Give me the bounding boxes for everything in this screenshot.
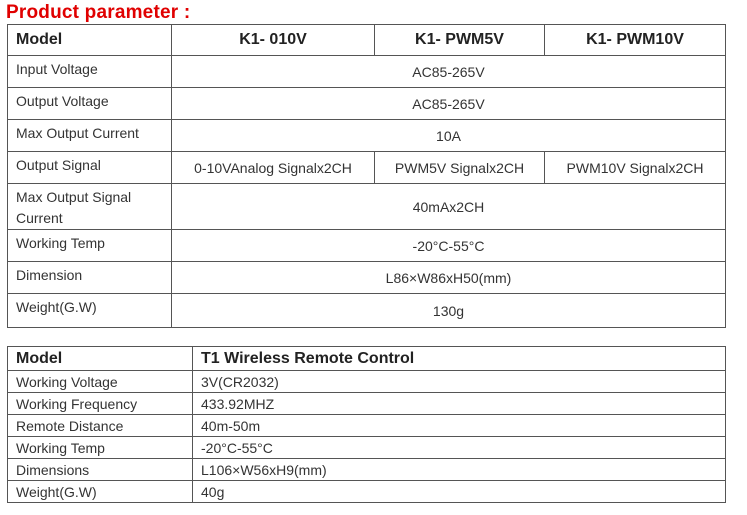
table-row [8, 230, 726, 262]
table-row [8, 437, 726, 459]
table-row [8, 459, 726, 481]
page-title: Product parameter : [6, 2, 191, 23]
table-row [8, 481, 726, 503]
row-value: AC85-265V [172, 88, 726, 120]
row-value: 40mAx2CH [172, 184, 726, 230]
row-value: L86×W86xH50(mm) [172, 262, 726, 294]
row-value: 0-10VAnalog Signalx2CH [172, 152, 375, 184]
row-value: 130g [172, 294, 726, 328]
table-header-row [8, 347, 726, 371]
product-parameter-table [7, 24, 726, 328]
row-value: -20°C-55°C [172, 230, 726, 262]
header-model-1: K1- 010V [172, 25, 375, 56]
table-row [8, 294, 726, 328]
row-value: 10A [172, 120, 726, 152]
row-label: Dimension [8, 262, 172, 294]
row-label: Working Temp [8, 437, 193, 459]
table-header-row [8, 25, 726, 56]
row-label: Output Voltage [8, 88, 172, 120]
row-label: Max Output Current [8, 120, 172, 152]
row-value: L106×W56xH9(mm) [193, 459, 726, 481]
table-row [8, 120, 726, 152]
table-row [8, 262, 726, 294]
row-value: PWM5V Signalx2CH [375, 152, 545, 184]
row-label: Working Voltage [8, 371, 193, 393]
header-model: Model [8, 25, 172, 56]
row-label: Output Signal [8, 152, 172, 184]
row-label: Input Voltage [8, 56, 172, 88]
table-row [8, 415, 726, 437]
header-model-3: K1- PWM10V [545, 25, 726, 56]
header-model: Model [8, 347, 193, 371]
row-label: Working Frequency [8, 393, 193, 415]
row-label: Weight(G.W) [8, 294, 172, 328]
row-value: PWM10V Signalx2CH [545, 152, 726, 184]
table-row [8, 56, 726, 88]
remote-control-table [7, 346, 726, 503]
row-value: 3V(CR2032) [193, 371, 726, 393]
row-value: 433.92MHZ [193, 393, 726, 415]
table-row [8, 88, 726, 120]
row-value: 40g [193, 481, 726, 503]
table-row [8, 152, 726, 184]
row-label: Max Output Signal Current [8, 184, 172, 230]
row-label: Dimensions [8, 459, 193, 481]
row-label: Working Temp [8, 230, 172, 262]
row-value: AC85-265V [172, 56, 726, 88]
row-value: -20°C-55°C [193, 437, 726, 459]
row-label: Weight(G.W) [8, 481, 193, 503]
row-label: Remote Distance [8, 415, 193, 437]
table-row [8, 393, 726, 415]
row-value: 40m-50m [193, 415, 726, 437]
table-row [8, 371, 726, 393]
header-model-2: K1- PWM5V [375, 25, 545, 56]
header-model-name: T1 Wireless Remote Control [193, 347, 726, 371]
table-row [8, 184, 726, 230]
